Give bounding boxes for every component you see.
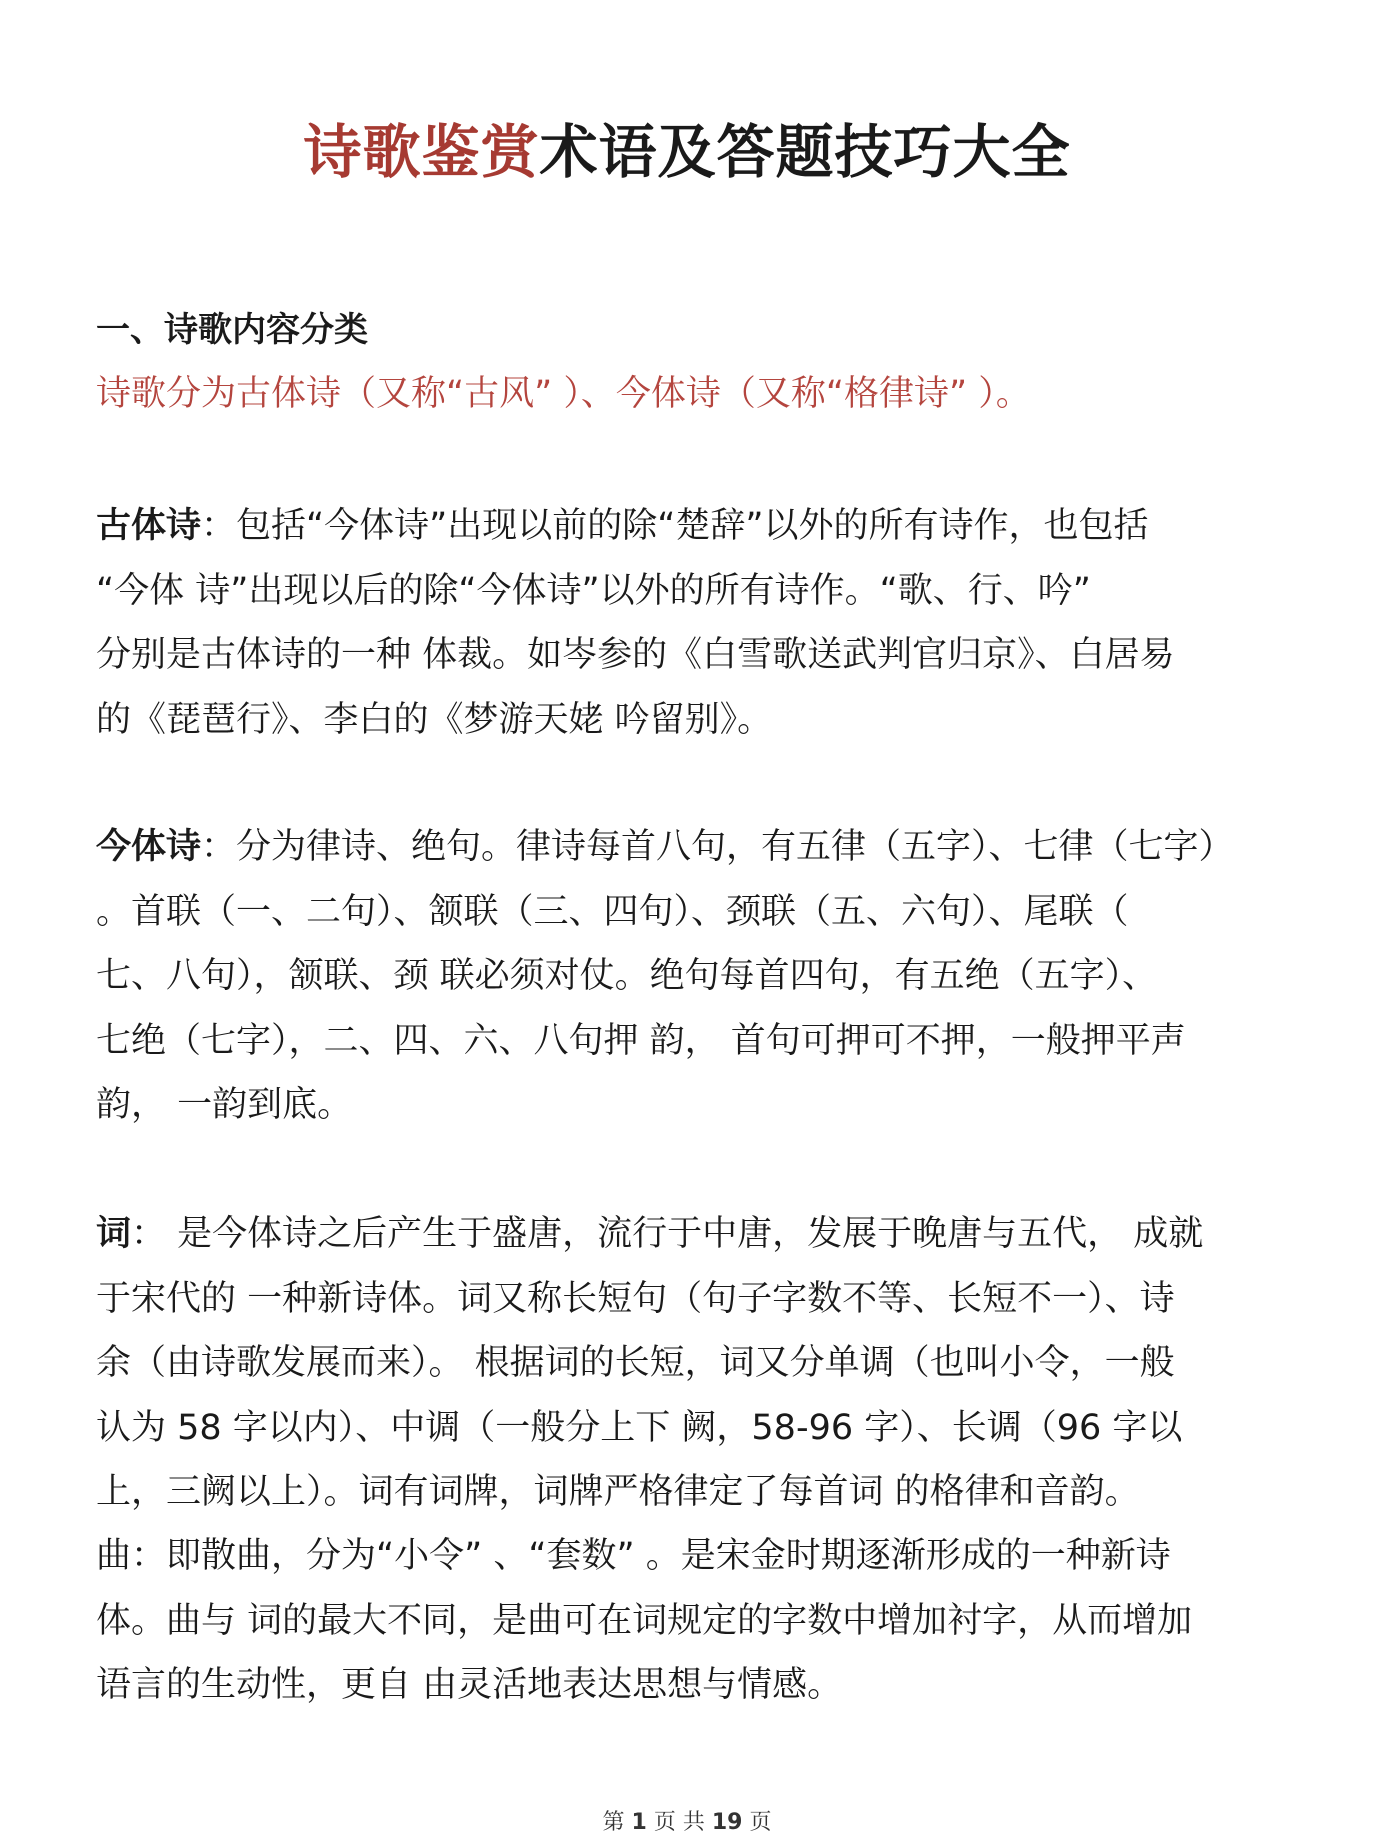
paragraph-guti [96, 494, 1321, 752]
total-page-count: 19 [711, 1810, 743, 1835]
ci-line-3: 余（由诗歌发展而来）。 根据词的长短，词又分单调（也叫小令，一般 [96, 1343, 1175, 1383]
title-accent: 诗歌鉴赏 [303, 118, 540, 186]
guti-line-4: 的《琵琶行》、李白的《梦游天姥 吟留别》。 [96, 699, 773, 740]
qu-line-2: 体。曲与 词的最大不同，是曲可在词规定的字数中增加衬字，从而增加 [96, 1600, 1193, 1641]
page-number-footer [0, 1808, 1374, 1838]
paragraph-line [96, 815, 1321, 880]
term-jinti: 今体诗 [96, 827, 202, 867]
footer-middle: 页 共 [653, 1810, 705, 1835]
jinti-line-2: 。首联（一、二句）、颔联（三、四句）、颈联（五、六句）、尾联（ [96, 891, 1129, 932]
guti-line-3: 分别是古体诗的一种 体裁。如岑参的《白雪歌送武判官归京》、白居易 [96, 635, 1175, 675]
jinti-line-3: 七、八句），颔联、颈 联必须对仗。绝句每首四句，有五绝（五字）、 [96, 956, 1158, 996]
guti-line-1: ：包括“今体诗”出现以前的除“楚辞”以外的所有诗作，也包括 [201, 506, 1149, 546]
paragraph-line [96, 1202, 1321, 1267]
paragraph-jinti [96, 815, 1321, 1138]
guti-line-2: “今体 诗”出现以后的除“今体诗”以外的所有诗作。“歌、行、吟” [96, 570, 1091, 611]
title-rest: 术语及答题技巧大全 [539, 118, 1071, 186]
document-title [0, 112, 1374, 192]
jinti-line-1: ：分为律诗、绝句。律诗每首八句，有五律（五字）、七律（七字） [201, 827, 1234, 867]
paragraph-line [96, 494, 1321, 559]
term-ci: 词 [96, 1214, 132, 1254]
jinti-line-4: 七绝（七字），二、四、六、八句押 韵， 首句可押可不押，一般押平声 [96, 1020, 1186, 1061]
paragraph-ci [96, 1202, 1321, 1525]
ci-line-5: 上，三阙以上）。词有词牌，词牌严格律定了每首词 的格律和音韵。 [96, 1472, 1140, 1512]
term-guti: 古体诗 [96, 506, 202, 546]
footer-prefix: 第 [602, 1810, 625, 1835]
qu-line-3: 语言的生动性，更自 由灵活地表达思想与情感。 [96, 1665, 843, 1705]
qu-line-1: 曲：即散曲，分为“小令” 、“套数” 。是宋金时期逐渐形成的一种新诗 [96, 1536, 1171, 1576]
section-heading: 一、诗歌内容分类 [96, 310, 368, 350]
ci-line-1: ： 是今体诗之后产生于盛唐，流行于中唐，发展于晚唐与五代， 成就 [131, 1214, 1204, 1254]
current-page-number: 1 [631, 1810, 647, 1835]
paragraph-qu [96, 1524, 1321, 1718]
section-intro: 诗歌分为古体诗（又称“古风” ）、今体诗（又称“格律诗” ）。 [96, 374, 1031, 414]
ci-line-4: 认为 58 字以内）、中调（一般分上下 阙，58-96 字）、长调（96 字以 [96, 1407, 1183, 1448]
footer-suffix: 页 [749, 1810, 772, 1835]
jinti-line-5: 韵， 一韵到底。 [96, 1085, 353, 1125]
ci-line-2: 于宋代的 一种新诗体。词又称长短句（句子字数不等、长短不一）、诗 [96, 1278, 1175, 1319]
